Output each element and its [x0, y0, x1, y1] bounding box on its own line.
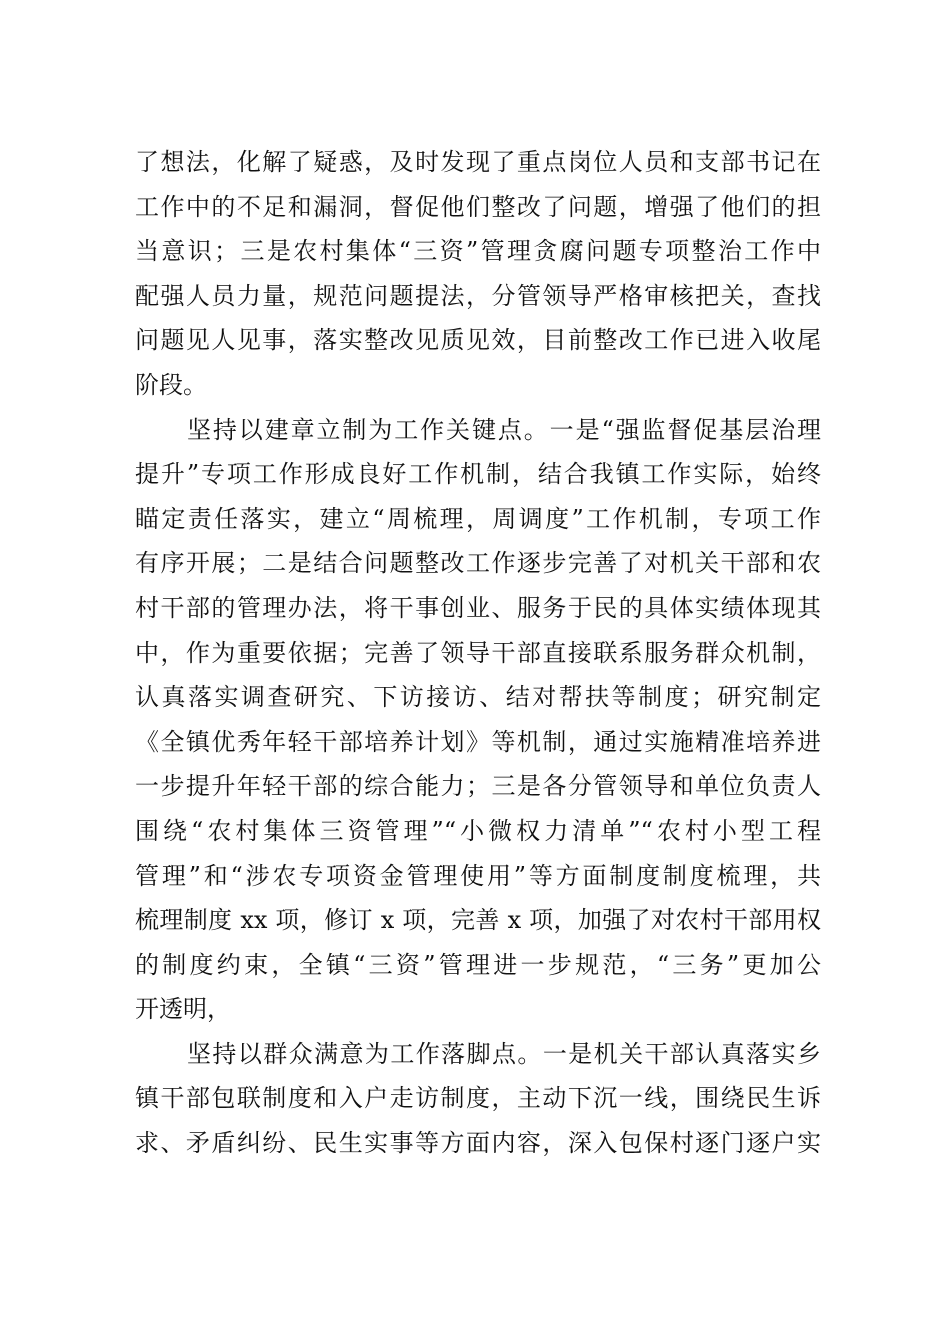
text-line: 认真落实调查研究、下访接访、结对帮扶等制度；研究制定 [135, 683, 821, 712]
text-line: 坚持以群众满意为工作落脚点。一是机关干部认真落实乡 [187, 1039, 821, 1068]
text-line: 梳理制度 xx 项，修订 x 项，完善 x 项，加强了对农村干部用权 [135, 906, 821, 935]
text-line: 开透明， [135, 995, 231, 1024]
text-line: 一步提升年轻干部的综合能力；三是各分管领导和单位负责人 [135, 772, 821, 801]
text-line: 阶段。 [135, 370, 207, 399]
text-line: 镇干部包联制度和入户走访制度，主动下沉一线，围绕民生诉 [135, 1084, 821, 1113]
text-line: 村干部的管理办法，将干事创业、服务于民的具体实绩体现其 [135, 593, 821, 622]
document-body [135, 140, 821, 1166]
text-line: 求、矛盾纠纷、民生实事等方面内容，深入包保村逐门逐户实 [135, 1129, 821, 1158]
text-line: 的制度约束，全镇“三资”管理进一步规范，“三务”更加公 [135, 950, 821, 979]
text-line: 配强人员力量，规范问题提法，分管领导严格审核把关，查找 [135, 281, 821, 310]
text-line: 围绕“农村集体三资管理”“小微权力清单”“农村小型工程 [135, 816, 821, 845]
text-line: 中，作为重要依据；完善了领导干部直接联系服务群众机制， [135, 638, 821, 667]
text-line: 有序开展；二是结合问题整改工作逐步完善了对机关干部和农 [135, 549, 821, 578]
text-line: 当意识；三是农村集体“三资”管理贪腐问题专项整治工作中 [135, 237, 821, 266]
text-line: 了想法，化解了疑惑，及时发现了重点岗位人员和支部书记在 [135, 148, 821, 176]
text-line: 问题见人见事，落实整改见质见效，目前整改工作已进入收尾 [135, 326, 821, 355]
text-line: 工作中的不足和漏洞，督促他们整改了问题，增强了他们的担 [135, 192, 821, 221]
text-line: 瞄定责任落实，建立“周梳理，周调度”工作机制，专项工作 [135, 504, 821, 533]
text-line: 《全镇优秀年轻干部培养计划》等机制，通过实施精准培养进 [135, 727, 821, 756]
text-line: 管理”和“涉农专项资金管理使用”等方面制度制度梳理，共 [135, 861, 821, 890]
text-line: 坚持以建章立制为工作关键点。一是“强监督促基层治理 [187, 415, 821, 444]
text-line: 提升”专项工作形成良好工作机制，结合我镇工作实际，始终 [135, 460, 821, 489]
